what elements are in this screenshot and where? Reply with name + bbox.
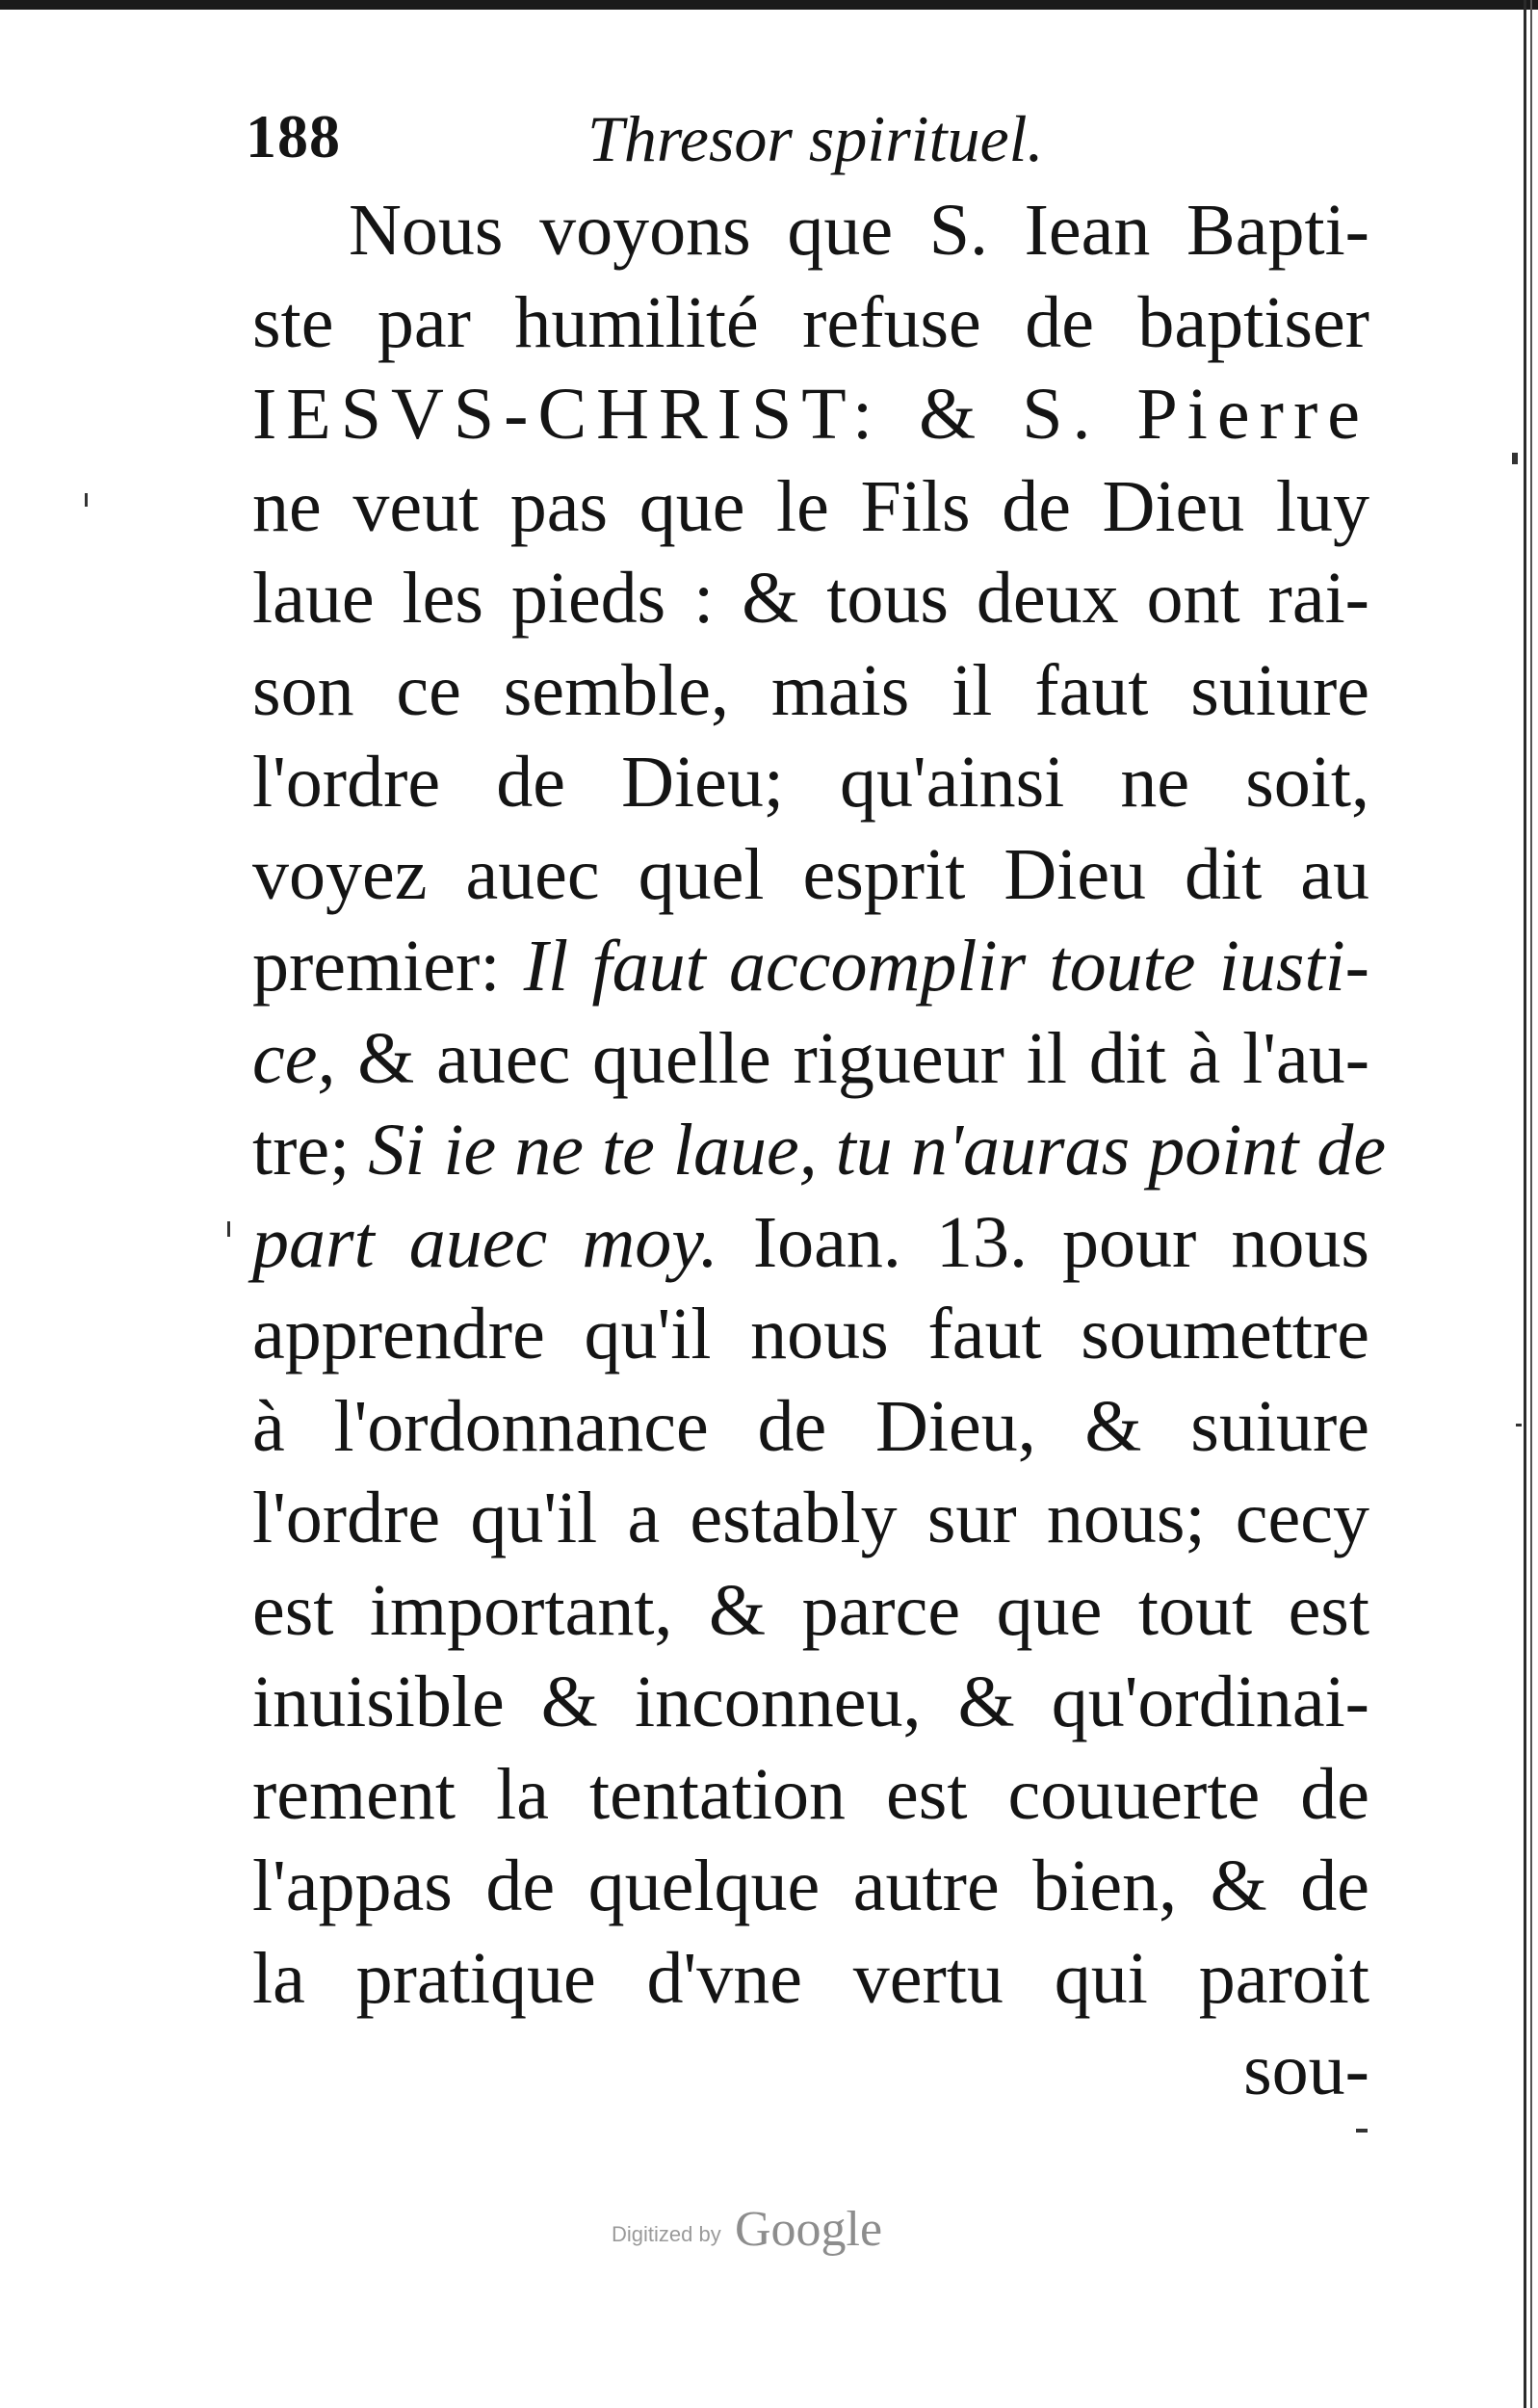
running-title: Thresor spirituel. — [587, 102, 1044, 175]
text-line: l'ordre de Dieu; qu'ainsi ne soit, — [252, 742, 1369, 823]
text-line: IESVS-CHRIST: & S. Pierre — [252, 374, 1369, 455]
text-line: ste par humilité refuse de baptiser — [252, 281, 1369, 363]
body-text — [252, 185, 1387, 2117]
margin-speck — [1516, 1424, 1522, 1426]
text-line: la pratique d'vne vertu qui paroit — [252, 1937, 1369, 2019]
text-line: Nous voyons que S. Iean Bapti- — [349, 190, 1369, 271]
digitized-by-label: Digitized by — [612, 2222, 721, 2246]
page-right-edge-shadow — [1530, 0, 1532, 2408]
italic-quote: Si ie ne te laue, tu n'auras point de — [368, 1110, 1387, 1191]
text-line: ce, & auec quelle rigueur il dit à l'au- — [252, 1017, 1370, 1099]
text-line: tre; Si ie ne te laue, tu n'auras point de — [252, 1110, 1387, 1191]
text-line: premier: Il faut accomplir toute iusti- — [252, 926, 1369, 1007]
margin-speck — [1356, 2129, 1368, 2133]
margin-speck — [227, 1221, 230, 1237]
text-line: son ce semble, mais il faut suiure — [252, 649, 1369, 731]
catchword: sou- — [1243, 2029, 1369, 2110]
text-line: ne veut pas que le Fils de Dieu luy — [252, 465, 1369, 547]
margin-speck — [1512, 453, 1518, 464]
text-line: laue les pieds : & tous deux ont rai- — [252, 558, 1369, 639]
text-line: apprendre qu'il nous faut soumettre — [252, 1294, 1369, 1374]
text-line: l'ordre qu'il a estably sur nous; cecy — [252, 1478, 1369, 1558]
page-header — [246, 101, 1363, 188]
text-line: inuisible & inconneu, & qu'ordinai- — [252, 1662, 1369, 1742]
page-right-edge — [1524, 0, 1526, 2408]
google-logo-text: Google — [735, 2202, 883, 2257]
page-number: 188 — [246, 102, 341, 170]
page-top-edge — [0, 0, 1538, 10]
digitization-watermark — [612, 2201, 920, 2259]
margin-speck — [85, 493, 88, 507]
italic-quote: ce, — [252, 1017, 336, 1099]
text-line: l'appas de quelque autre bien, & de — [252, 1845, 1369, 1926]
text-line: est important, & parce que tout est — [252, 1569, 1369, 1651]
text-line: voyez auec quel esprit Dieu dit au — [252, 833, 1369, 915]
italic-quote: part auec moy. — [252, 1201, 718, 1283]
text-line: part auec moy. Ioan. 13. pour nous — [252, 1201, 1369, 1283]
text-line: rement la tentation est couuerte de — [252, 1753, 1369, 1835]
italic-quote: Il faut accomplir toute iusti- — [523, 926, 1369, 1007]
text-line: à l'ordonnance de Dieu, & suiure — [252, 1385, 1369, 1467]
